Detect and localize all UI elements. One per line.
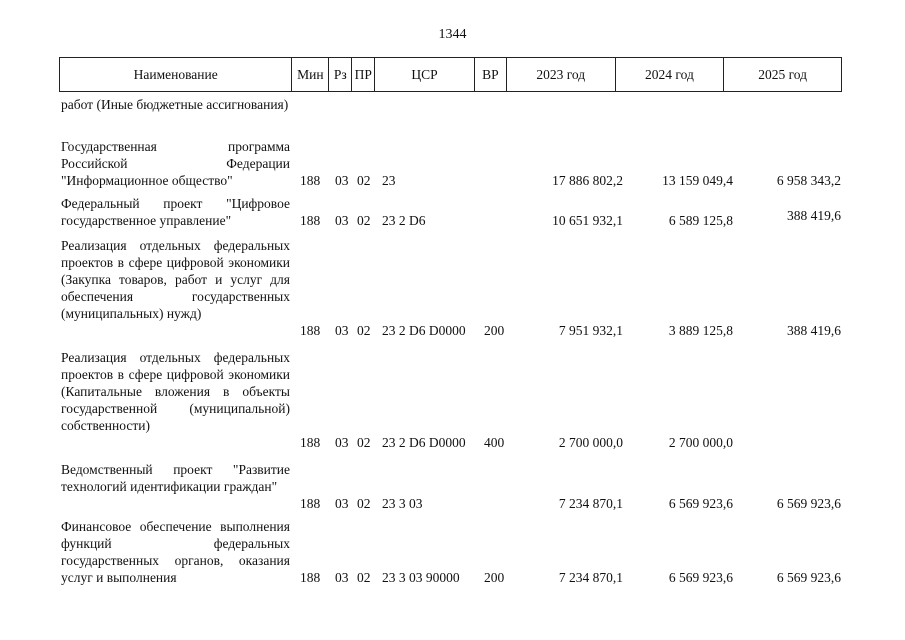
col-header-min: Мин [292,58,329,91]
row-min: 188 [300,323,321,338]
row-name: Реализация отдельных федеральных проектов в сфере цифровой экономики (Закупка товаров, работ и услуг для обеспечения государственных (муниципальных) нужд) [61,238,290,321]
row-pr: 02 [357,323,371,338]
col-header-2025: 2025 год [758,66,808,82]
row-2025: 388 419,6 [787,323,841,338]
row-2023: 7 951 932,1 [558,323,623,338]
row-name: работ (Иные бюджетные ассигнования) [61,97,289,112]
row-2024: 6 589 125,8 [668,213,733,228]
row-2023: 7 234 870,1 [558,496,623,511]
row-pr: 02 [357,213,371,228]
row-rz: 03 [335,435,349,450]
row-2024: 3 889 125,8 [668,323,733,338]
row-rz: 03 [335,173,349,188]
row-vr: 200 [484,323,505,338]
row-2023: 10 651 932,1 [552,213,623,228]
row-2025: 388 419,6 [787,208,841,223]
row-pr: 02 [357,496,371,511]
row-rz: 03 [335,323,349,338]
row-name: Финансовое обеспечение выполнения функций федеральных государственных органов, оказания услуг и выполнения [61,519,290,585]
row-pr: 02 [357,435,371,450]
row-2023: 17 886 802,2 [552,173,623,188]
row-min: 188 [300,435,321,450]
col-header-name: Наименование [60,58,292,91]
row-csr: 23 3 03 [382,496,423,511]
row-2024: 2 700 000,0 [668,435,733,450]
col-header-vr: ВР [475,58,507,91]
row-2024: 6 569 923,6 [668,496,733,511]
row-min: 188 [300,570,321,585]
row-2025: 6 569 923,6 [776,570,841,585]
row-min: 188 [300,496,321,511]
row-2025: 6 958 343,2 [776,173,841,188]
col-header-pr: ПР [352,58,375,91]
row-pr: 02 [357,570,371,585]
row-2025: 6 569 923,6 [776,496,841,511]
row-pr: 02 [357,173,371,188]
row-name: Ведомственный проект "Развитие технологий идентификации граждан" [61,462,290,494]
row-csr: 23 2 D6 D0000 [382,435,466,450]
row-min: 188 [300,213,321,228]
col-header-2023: 2023 год [507,58,616,91]
col-header-2024: 2024 год [616,58,725,91]
row-csr: 23 [382,173,396,188]
row-csr: 23 2 D6 [382,213,426,228]
row-rz: 03 [335,570,349,585]
row-min: 188 [300,173,321,188]
col-header-rz: Рз [329,58,352,91]
row-2024: 13 159 049,4 [662,173,733,188]
row-name: Государственная программа Российской Федерации "Информационное общество" [61,139,290,188]
row-rz: 03 [335,213,349,228]
row-2023: 2 700 000,0 [558,435,623,450]
row-2023: 7 234 870,1 [558,570,623,585]
table-header [59,57,842,92]
row-name: Реализация отдельных федеральных проектов в сфере цифровой экономики (Капитальные вложения в объекты государственной (муниципальной) собственности) [61,350,290,433]
row-csr: 23 3 03 90000 [382,570,460,585]
row-vr: 200 [484,570,505,585]
page-number: 1344 [438,27,467,42]
row-vr: 400 [484,435,505,450]
row-name: Федеральный проект "Цифровое государственное управление" [61,196,290,228]
row-2024: 6 569 923,6 [668,570,733,585]
row-rz: 03 [335,496,349,511]
row-csr: 23 2 D6 D0000 [382,323,466,338]
col-header-csr: ЦСР [375,58,475,91]
